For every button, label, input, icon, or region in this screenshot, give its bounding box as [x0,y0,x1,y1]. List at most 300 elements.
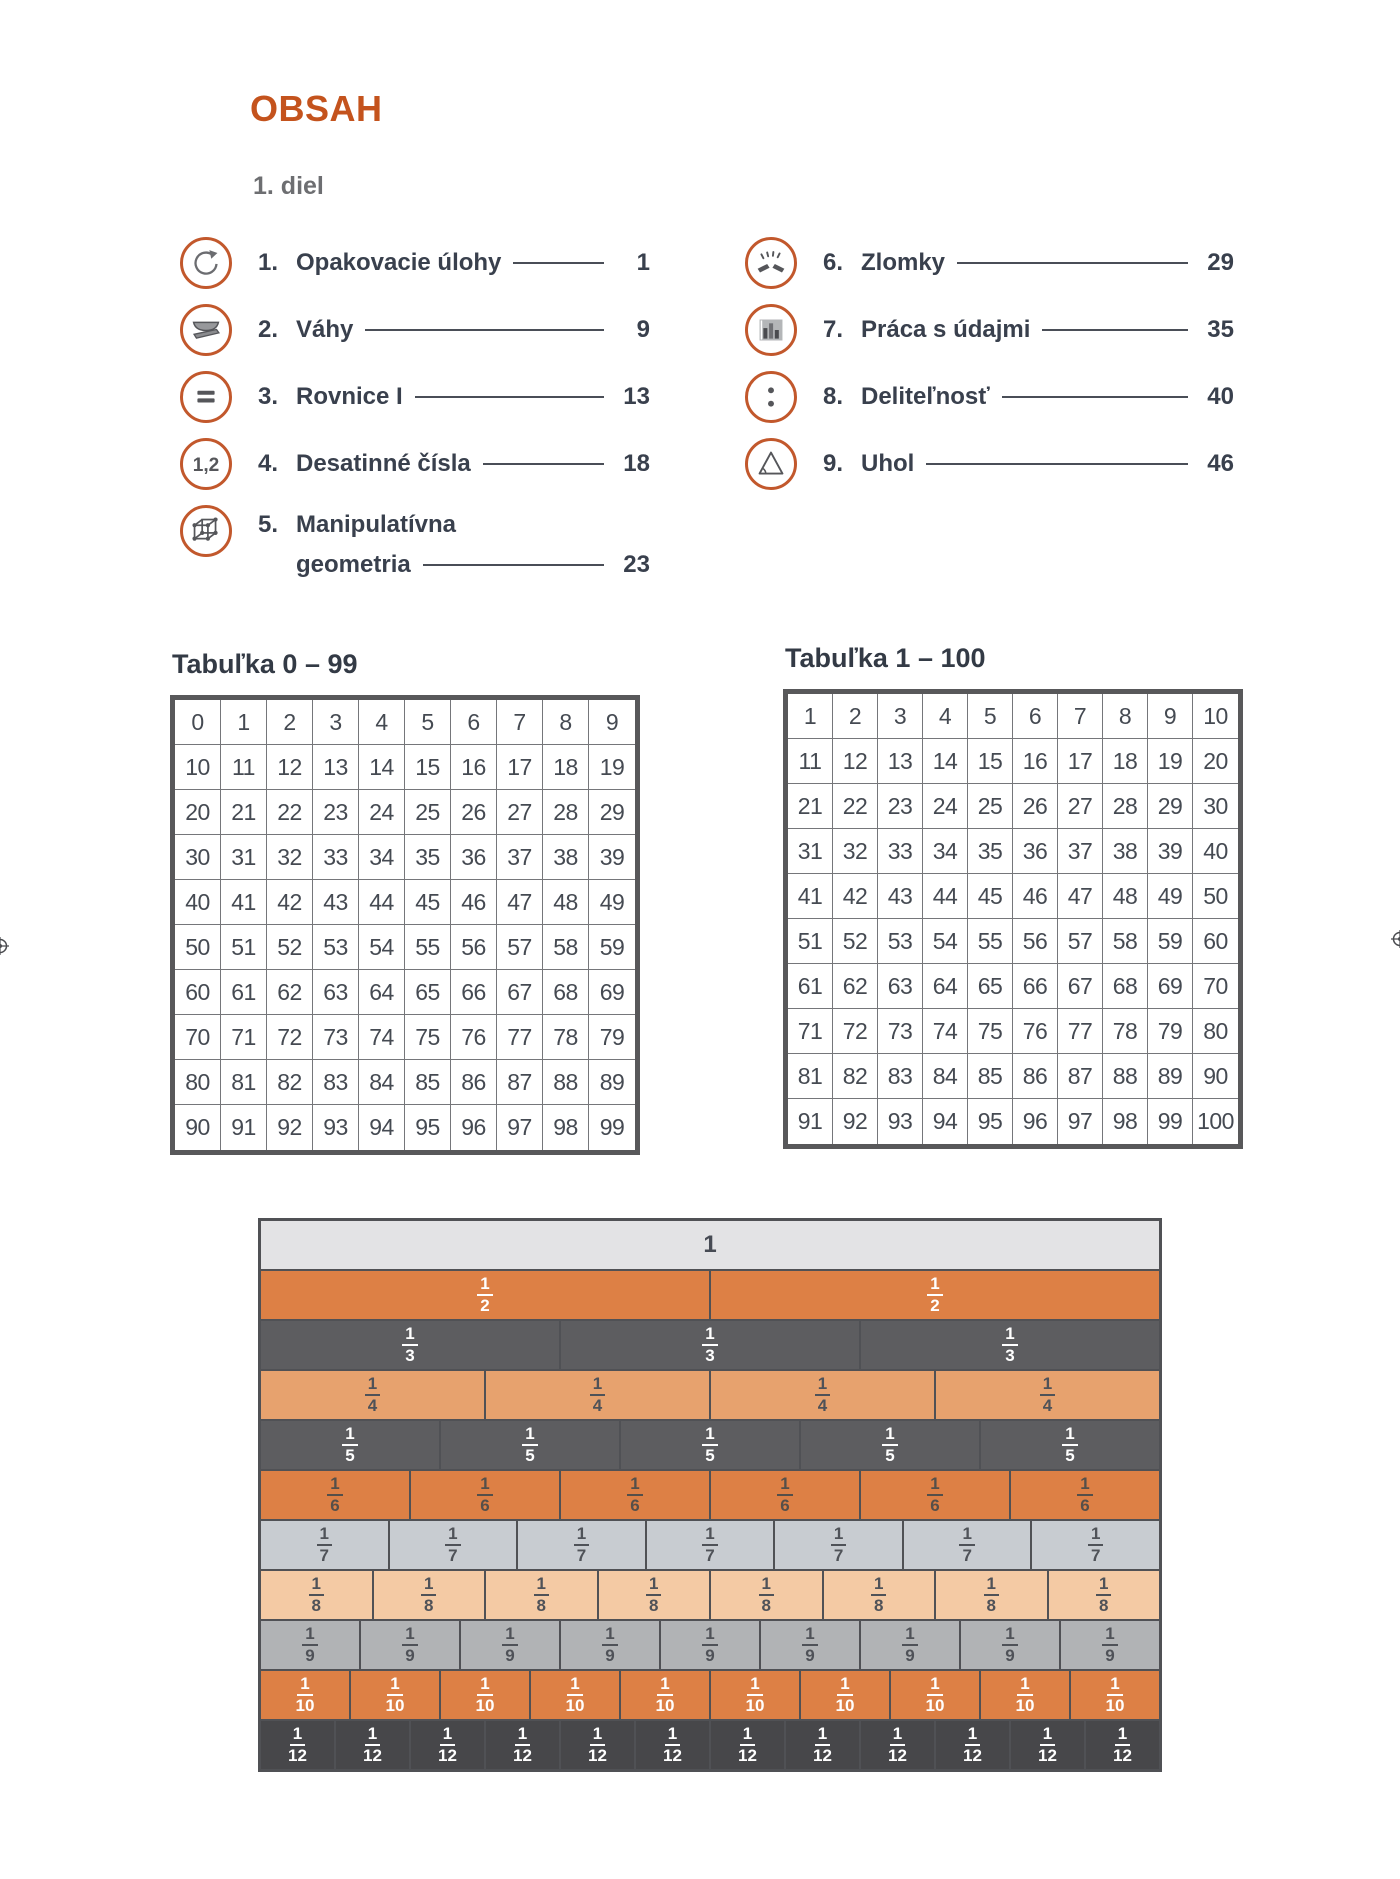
fraction-cell [561,1321,861,1369]
number-cell: 36 [1013,829,1058,874]
fraction-label: $\frac{1}{8}$ [984,1575,999,1616]
toc-entry-label: Deliteľnosť [861,383,990,410]
fraction-row [261,1421,1159,1471]
number-cell: 47 [1058,874,1103,919]
number-cell: 22 [833,784,878,829]
fraction-cell [1049,1571,1160,1619]
fraction-label: $\frac{1}{3}$ [402,1325,417,1366]
fraction-label: $\frac{1}{10}$ [655,1673,675,1715]
fraction-cell [261,1471,411,1519]
number-cell: 29 [589,790,635,835]
fraction-label: $\frac{1}{7}$ [1088,1525,1103,1566]
number-cell: 65 [968,964,1013,1009]
fraction-label: $\frac{1}{4}$ [365,1375,380,1416]
fraction-label: $\frac{1}{12}$ [288,1723,307,1765]
number-cell: 98 [543,1105,589,1150]
number-cell: 40 [175,880,221,925]
fraction-label: $\frac{1}{12}$ [813,1723,832,1765]
fraction-label: $\frac{1}{6}$ [477,1475,492,1516]
toc-entry [180,304,650,356]
number-cell: 40 [1193,829,1238,874]
number-cell: 52 [267,925,313,970]
fraction-cell [1061,1621,1159,1669]
number-cell: 88 [543,1060,589,1105]
fraction-cell [486,1571,599,1619]
fraction-row [261,1221,1159,1271]
number-cell: 26 [451,790,497,835]
number-cell: 15 [405,745,451,790]
fraction-cell [261,1571,374,1619]
number-cell: 75 [968,1009,1013,1054]
fraction-cell [936,1721,1011,1769]
number-cell: 43 [878,874,923,919]
fraction-label: $\frac{1}{3}$ [702,1325,717,1366]
number-cell: 7 [1058,694,1103,739]
number-cell: 34 [359,835,405,880]
fraction-cell [261,1371,486,1419]
fraction-label: $\frac{1}{8}$ [871,1575,886,1616]
number-cell: 39 [1148,829,1193,874]
fraction-label: $\frac{1}{6}$ [777,1475,792,1516]
number-cell: 47 [497,880,543,925]
number-cell: 38 [1103,829,1148,874]
number-cell: 93 [878,1099,923,1144]
fraction-cell [1071,1671,1159,1719]
fraction-label: $\frac{1}{10}$ [1015,1673,1035,1715]
number-cell: 91 [221,1105,267,1150]
fraction-label: $\frac{1}{2}$ [477,1275,492,1316]
fraction-label: $\frac{1}{6}$ [627,1475,642,1516]
number-cell: 89 [1148,1054,1193,1099]
fraction-cell [411,1471,561,1519]
fraction-label: $\frac{1}{8}$ [759,1575,774,1616]
fraction-label: $\frac{1}{6}$ [927,1475,942,1516]
toc-entry-number: 4. [258,450,279,477]
toc-page-number: 46 [1207,450,1234,477]
fraction-label: $\frac{1}{9}$ [902,1625,917,1666]
division-dots-icon [745,371,797,423]
fraction-label: $\frac{1}{12}$ [1038,1723,1057,1765]
number-cell: 16 [451,745,497,790]
number-cell: 32 [833,829,878,874]
fraction-label: $\frac{1}{12}$ [738,1723,757,1765]
toc-leader-line [957,262,1188,264]
number-cell: 45 [968,874,1013,919]
number-cell: 58 [543,925,589,970]
fraction-label: $\frac{1}{12}$ [438,1723,457,1765]
fraction-label: $\frac{1}{4}$ [590,1375,605,1416]
fraction-label: $\frac{1}{7}$ [574,1525,589,1566]
number-cell: 26 [1013,784,1058,829]
number-cell: 37 [497,835,543,880]
toc-column-left [180,237,650,600]
fraction-label: $\frac{1}{7}$ [831,1525,846,1566]
fraction-cell [904,1521,1033,1569]
number-cell: 13 [878,739,923,784]
number-cell: 57 [497,925,543,970]
number-table-title: Tabuľka 1 – 100 [785,643,986,673]
toc-entry-label: geometria [296,551,411,578]
number-cell: 63 [878,964,923,1009]
fraction-row [261,1571,1159,1621]
number-cell: 86 [1013,1054,1058,1099]
fraction-label: $\frac{1}{2}$ [927,1275,942,1316]
fraction-label: $\frac{1}{12}$ [663,1723,682,1765]
fraction-wall [258,1218,1162,1772]
number-table-0-99 [170,648,640,1155]
number-cell: 99 [1148,1099,1193,1144]
number-cell: 67 [497,970,543,1015]
triangle-icon [745,438,797,490]
toc-entry-label: Zlomky [861,249,946,276]
number-cell: 66 [1013,964,1058,1009]
fraction-label: $\frac{1}{4}$ [815,1375,830,1416]
number-cell: 2 [833,694,878,739]
number-table-title: Tabuľka 0 – 99 [172,649,358,679]
fraction-label: $\frac{1}{7}$ [959,1525,974,1566]
number-cell: 37 [1058,829,1103,874]
registration-mark-icon [1390,929,1400,949]
number-table-1-100 [783,642,1243,1149]
fraction-cell [411,1721,486,1769]
fraction-label: $\frac{1}{10}$ [745,1673,765,1715]
number-cell: 14 [923,739,968,784]
number-cell: 20 [1193,739,1238,784]
fraction-cell [936,1371,1159,1419]
number-cell: 45 [405,880,451,925]
fraction-cell [261,1271,711,1319]
equals-icon [180,371,232,423]
number-cell: 89 [589,1060,635,1105]
fraction-cell [801,1671,891,1719]
fraction-cell [661,1621,761,1669]
number-cell: 48 [1103,874,1148,919]
number-cell: 16 [1013,739,1058,784]
number-cell: 93 [313,1105,359,1150]
number-cell: 85 [405,1060,451,1105]
number-cell: 72 [833,1009,878,1054]
toc-leader-line [483,463,604,465]
number-cell: 60 [175,970,221,1015]
fraction-label: $\frac{1}{9}$ [502,1625,517,1666]
fraction-label: $\frac{1}{9}$ [702,1625,717,1666]
number-cell: 35 [968,829,1013,874]
fraction-label: $\frac{1}{5}$ [342,1425,357,1466]
toc-leader-line [513,262,604,264]
number-cell: 94 [359,1105,405,1150]
toc-leader-line [365,329,604,331]
fraction-label: $\frac{1}{10}$ [1105,1673,1125,1715]
number-cell: 1 [788,694,833,739]
fraction-cell [1086,1721,1159,1769]
fraction-row [261,1271,1159,1321]
number-cell: 11 [788,739,833,784]
number-cell: 67 [1058,964,1103,1009]
fraction-cell [775,1521,904,1569]
number-cell: 97 [1058,1099,1103,1144]
fraction-label: $\frac{1}{5}$ [882,1425,897,1466]
number-cell: 36 [451,835,497,880]
fraction-label: $\frac{1}{10}$ [385,1673,405,1715]
fraction-cell [261,1521,390,1569]
toc-entry-label: Opakovacie úlohy [296,249,502,276]
fraction-cell [486,1721,561,1769]
number-cell: 13 [313,745,359,790]
toc-entry [180,371,650,423]
number-cell: 1 [221,700,267,745]
fraction-cell [441,1671,531,1719]
decimal-1-2-icon [180,438,232,490]
number-cell: 15 [968,739,1013,784]
number-cell: 59 [1148,919,1193,964]
number-cell: 44 [923,874,968,919]
number-grid [170,695,640,1155]
fraction-cell [441,1421,621,1469]
number-cell: 25 [405,790,451,835]
number-cell: 91 [788,1099,833,1144]
number-cell: 94 [923,1099,968,1144]
fraction-label: $\frac{1}{12}$ [888,1723,907,1765]
number-cell: 43 [313,880,359,925]
number-cell: 46 [451,880,497,925]
fraction-cell [711,1471,861,1519]
number-cell: 66 [451,970,497,1015]
toc-page-number: 9 [636,316,650,343]
toc-page-number: 29 [1207,249,1234,276]
toc-entry [180,438,650,490]
fraction-row [261,1321,1159,1371]
number-cell: 78 [1103,1009,1148,1054]
fraction-label: $\frac{1}{12}$ [963,1723,982,1765]
fraction-label: $\frac{1}{8}$ [1096,1575,1111,1616]
number-cell: 10 [175,745,221,790]
number-cell: 75 [405,1015,451,1060]
fraction-cell [891,1671,981,1719]
number-cell: 5 [405,700,451,745]
number-cell: 76 [451,1015,497,1060]
number-cell: 98 [1103,1099,1148,1144]
fraction-label: $\frac{1}{4}$ [1040,1375,1055,1416]
number-cell: 80 [1193,1009,1238,1054]
number-cell: 60 [1193,919,1238,964]
fraction-cell [961,1621,1061,1669]
number-cell: 21 [221,790,267,835]
number-cell: 57 [1058,919,1103,964]
fraction-label: $\frac{1}{10}$ [925,1673,945,1715]
number-cell: 83 [878,1054,923,1099]
number-cell: 61 [221,970,267,1015]
number-cell: 34 [923,829,968,874]
fraction-cell [518,1521,647,1569]
number-cell: 52 [833,919,878,964]
fraction-row [261,1471,1159,1521]
number-cell: 70 [1193,964,1238,1009]
number-cell: 31 [221,835,267,880]
fraction-cell [981,1671,1071,1719]
number-cell: 2 [267,700,313,745]
number-cell: 6 [1013,694,1058,739]
number-cell: 33 [313,835,359,880]
fraction-label: $\frac{1}{12}$ [588,1723,607,1765]
toc-page-number: 1 [636,249,650,276]
fraction-label: $\frac{1}{9}$ [1102,1625,1117,1666]
number-cell: 53 [313,925,359,970]
number-cell: 74 [359,1015,405,1060]
fraction-cell [261,1671,351,1719]
number-cell: 18 [1103,739,1148,784]
fraction-row [261,1721,1159,1769]
number-cell: 51 [221,925,267,970]
fraction-whole-label: 1 [703,1231,717,1258]
fraction-cell [647,1521,776,1569]
number-cell: 82 [267,1060,313,1105]
number-cell: 77 [497,1015,543,1060]
toc-leader-line [423,564,604,566]
bar-chart-icon [745,304,797,356]
number-cell: 92 [833,1099,878,1144]
number-cell: 44 [359,880,405,925]
fraction-label: $\frac{1}{12}$ [363,1723,382,1765]
number-cell: 7 [497,700,543,745]
number-cell: 48 [543,880,589,925]
toc-page-number: 18 [623,450,650,477]
number-cell: 42 [833,874,878,919]
number-cell: 24 [923,784,968,829]
number-cell: 59 [589,925,635,970]
number-cell: 3 [878,694,923,739]
number-cell: 9 [589,700,635,745]
number-cell: 55 [405,925,451,970]
toc-leader-line [1002,396,1188,398]
fraction-label: $\frac{1}{9}$ [602,1625,617,1666]
fraction-cell [561,1471,711,1519]
number-cell: 64 [923,964,968,1009]
page-title: OBSAH [250,88,383,129]
fraction-cell [621,1671,711,1719]
toc-entry-label: Práca s údajmi [861,316,1031,343]
number-cell: 49 [589,880,635,925]
number-cell: 11 [221,745,267,790]
number-cell: 42 [267,880,313,925]
number-cell: 81 [221,1060,267,1105]
number-cell: 69 [1148,964,1193,1009]
number-cell: 18 [543,745,589,790]
number-cell: 86 [451,1060,497,1105]
number-cell: 87 [497,1060,543,1105]
fraction-label: $\frac{1}{9}$ [1002,1625,1017,1666]
number-cell: 32 [267,835,313,880]
number-cell: 41 [788,874,833,919]
number-cell: 70 [175,1015,221,1060]
fraction-cell [1011,1721,1086,1769]
number-cell: 6 [451,700,497,745]
fraction-label: $\frac{1}{5}$ [522,1425,537,1466]
fraction-cell [336,1721,411,1769]
number-cell: 64 [359,970,405,1015]
break-icon [745,237,797,289]
fraction-cell [786,1721,861,1769]
fraction-cell [486,1371,711,1419]
fraction-cell [861,1621,961,1669]
fraction-cell [711,1671,801,1719]
toc-entry-label: Uhol [861,450,915,477]
number-cell: 69 [589,970,635,1015]
toc-entry-number: 7. [823,316,844,343]
number-cell: 79 [1148,1009,1193,1054]
number-cell: 68 [543,970,589,1015]
number-cell: 81 [788,1054,833,1099]
toc-entry [180,237,650,289]
fraction-cell [1011,1471,1159,1519]
fraction-cell [621,1421,801,1469]
number-cell: 35 [405,835,451,880]
number-cell: 92 [267,1105,313,1150]
number-cell: 90 [1193,1054,1238,1099]
toc-entry-label: Váhy [296,316,354,343]
number-cell: 68 [1103,964,1148,1009]
toc-page-number: 40 [1207,383,1234,410]
toc-entry-label: Desatinné čísla [296,450,471,477]
number-cell: 56 [1013,919,1058,964]
fraction-cell [981,1421,1159,1469]
number-cell: 24 [359,790,405,835]
number-cell: 23 [313,790,359,835]
number-cell: 8 [1103,694,1148,739]
number-cell: 88 [1103,1054,1148,1099]
fraction-cell [461,1621,561,1669]
number-cell: 76 [1013,1009,1058,1054]
fraction-cell [261,1421,441,1469]
number-grid [783,689,1243,1149]
number-cell: 96 [1013,1099,1058,1144]
number-cell: 53 [878,919,923,964]
toc-entry-number: 6. [823,249,844,276]
number-cell: 4 [923,694,968,739]
number-cell: 90 [175,1105,221,1150]
fraction-cell [599,1571,712,1619]
number-cell: 22 [267,790,313,835]
toc-entry-number: 2. [258,316,279,343]
number-cell: 23 [878,784,923,829]
svg-text:1,2: 1,2 [192,455,220,477]
number-cell: 71 [221,1015,267,1060]
fraction-cell [761,1621,861,1669]
number-cell: 62 [267,970,313,1015]
number-cell: 65 [405,970,451,1015]
toc-leader-line [415,396,604,398]
number-cell: 9 [1148,694,1193,739]
number-cell: 71 [788,1009,833,1054]
volume-subtitle: 1. diel [253,172,324,200]
toc-entry [745,371,1234,423]
number-cell: 96 [451,1105,497,1150]
fraction-cell [561,1621,661,1669]
number-cell: 50 [175,925,221,970]
registration-mark-icon [0,936,10,956]
toc-entry-label: Rovnice I [296,383,403,410]
number-cell: 97 [497,1105,543,1150]
number-cell: 19 [1148,739,1193,784]
number-cell: 95 [405,1105,451,1150]
number-cell: 19 [589,745,635,790]
number-cell: 5 [968,694,1013,739]
number-cell: 17 [497,745,543,790]
fraction-label: $\frac{1}{9}$ [402,1625,417,1666]
number-cell: 83 [313,1060,359,1105]
fraction-cell [561,1721,636,1769]
toc-entry-number: 8. [823,383,844,410]
fraction-label: $\frac{1}{10}$ [565,1673,585,1715]
